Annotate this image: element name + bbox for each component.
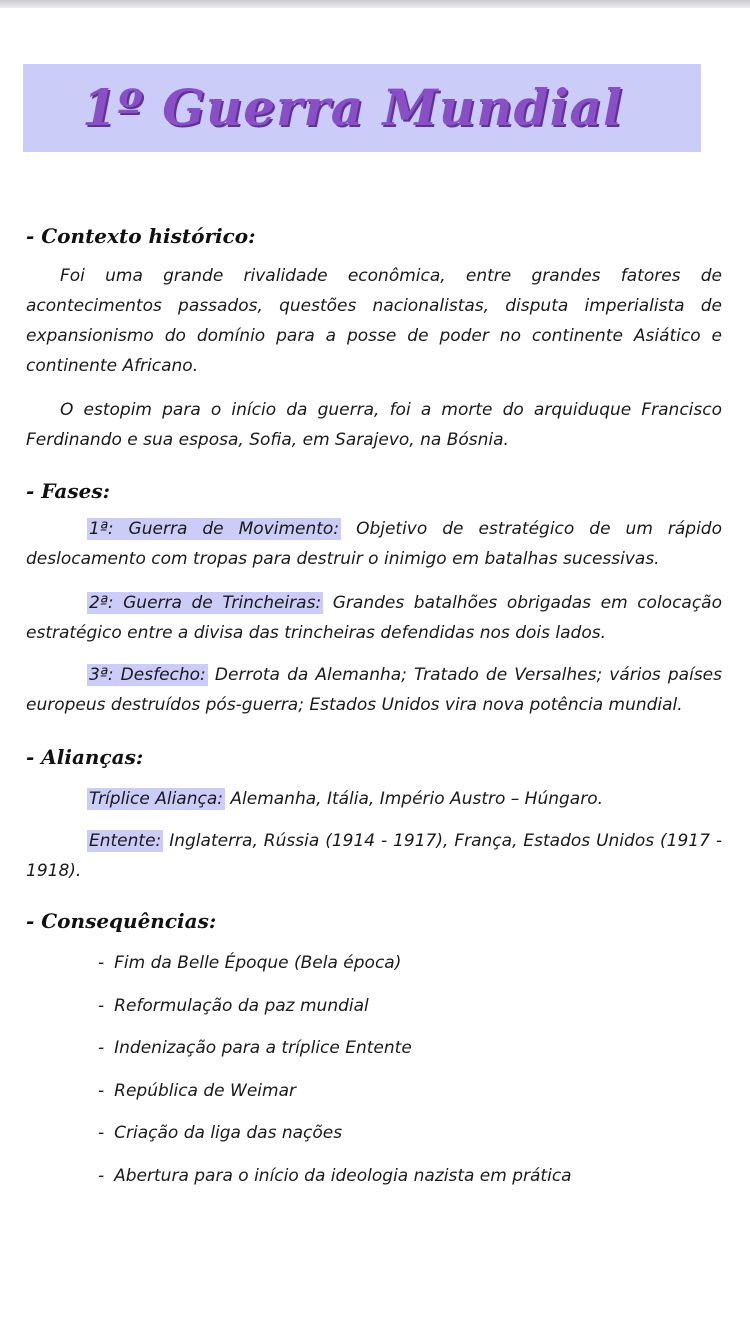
dash-bullet: - (98, 953, 105, 973)
fase-2 (26, 588, 722, 648)
alianca-1 (26, 784, 722, 814)
dash-bullet: - (98, 1038, 105, 1059)
dash-bullet: - (98, 1080, 105, 1101)
list-item (98, 948, 572, 991)
top-bar (0, 0, 750, 8)
dash-bullet: - (98, 1165, 105, 1186)
fase-1 (26, 514, 722, 574)
heading-consequencias: - Consequências: (26, 909, 217, 933)
fase-3-text: Derrota da Alemanha; Tratado de Versalhes; vários países europeus destruídos pós-guerra; Estados Unidos vira nova potência mundial. (26, 665, 722, 715)
list-item (98, 991, 572, 1034)
list-item (98, 1033, 572, 1076)
fase-3 (26, 660, 722, 720)
list-item-text: República de Weimar (114, 1080, 296, 1101)
list-item-text: Criação da liga das nações (114, 1123, 343, 1144)
alianca-1-text: Alemanha, Itália, Império Austro – Húngaro. (224, 789, 604, 809)
alianca-1-label: Tríplice Aliança: (89, 789, 223, 809)
heading-contexto: - Contexto histórico: (26, 224, 256, 248)
alianca-2-label: Entente: (89, 831, 162, 851)
list-item-text: Reformulação da paz mundial (114, 995, 369, 1016)
page-title: 1º Guerra Mundial (82, 78, 623, 137)
fase-3-label: 3ª: Desfecho: (89, 665, 206, 685)
list-item-text: Fim da Belle Époque (Bela época) (114, 953, 402, 973)
heading-aliancas: - Alianças: (26, 745, 144, 769)
fase-1-text: Objetivo de estratégico de um rápido deslocamento com tropas para destruir o inimigo em batalhas sucessivas. (26, 519, 722, 569)
dash-bullet: - (98, 1123, 105, 1144)
paragraph-contexto-2: O estopim para o início da guerra, foi a morte do arquiduque Francisco Ferdinando e sua esposa, Sofia, em Sarajevo, na Bósnia. (26, 400, 722, 450)
list-item-text: Indenização para a tríplice Entente (114, 1038, 412, 1059)
fase-1-label: 1ª: Guerra de Movimento: (89, 519, 340, 539)
dash-bullet: - (98, 995, 105, 1016)
heading-fases: - Fases: (26, 479, 110, 503)
fase-2-text: Grandes batalhões obrigadas em colocação estratégico entre a divisa das trincheiras defendidas nos dois lados. (26, 593, 722, 643)
list-item (98, 1161, 572, 1204)
list-item-text: Abertura para o início da ideologia nazista em prática (114, 1165, 572, 1186)
list-item (98, 1118, 572, 1161)
list-item (98, 1076, 572, 1119)
alianca-2-text: Inglaterra, Rússia (1914 - 1917), França, Estados Unidos (1917 - 1918). (26, 831, 722, 881)
alianca-2 (26, 826, 722, 886)
fase-2-label: 2ª: Guerra de Trincheiras: (89, 593, 322, 613)
consequencias-list (98, 948, 572, 1204)
paragraph-contexto-1: Foi uma grande rivalidade econômica, entre grandes fatores de acontecimentos passados, questões nacionalistas, disputa imperialista de expansionismo do domínio para a posse de poder no continente Asiático e continente Africano. (26, 266, 722, 376)
